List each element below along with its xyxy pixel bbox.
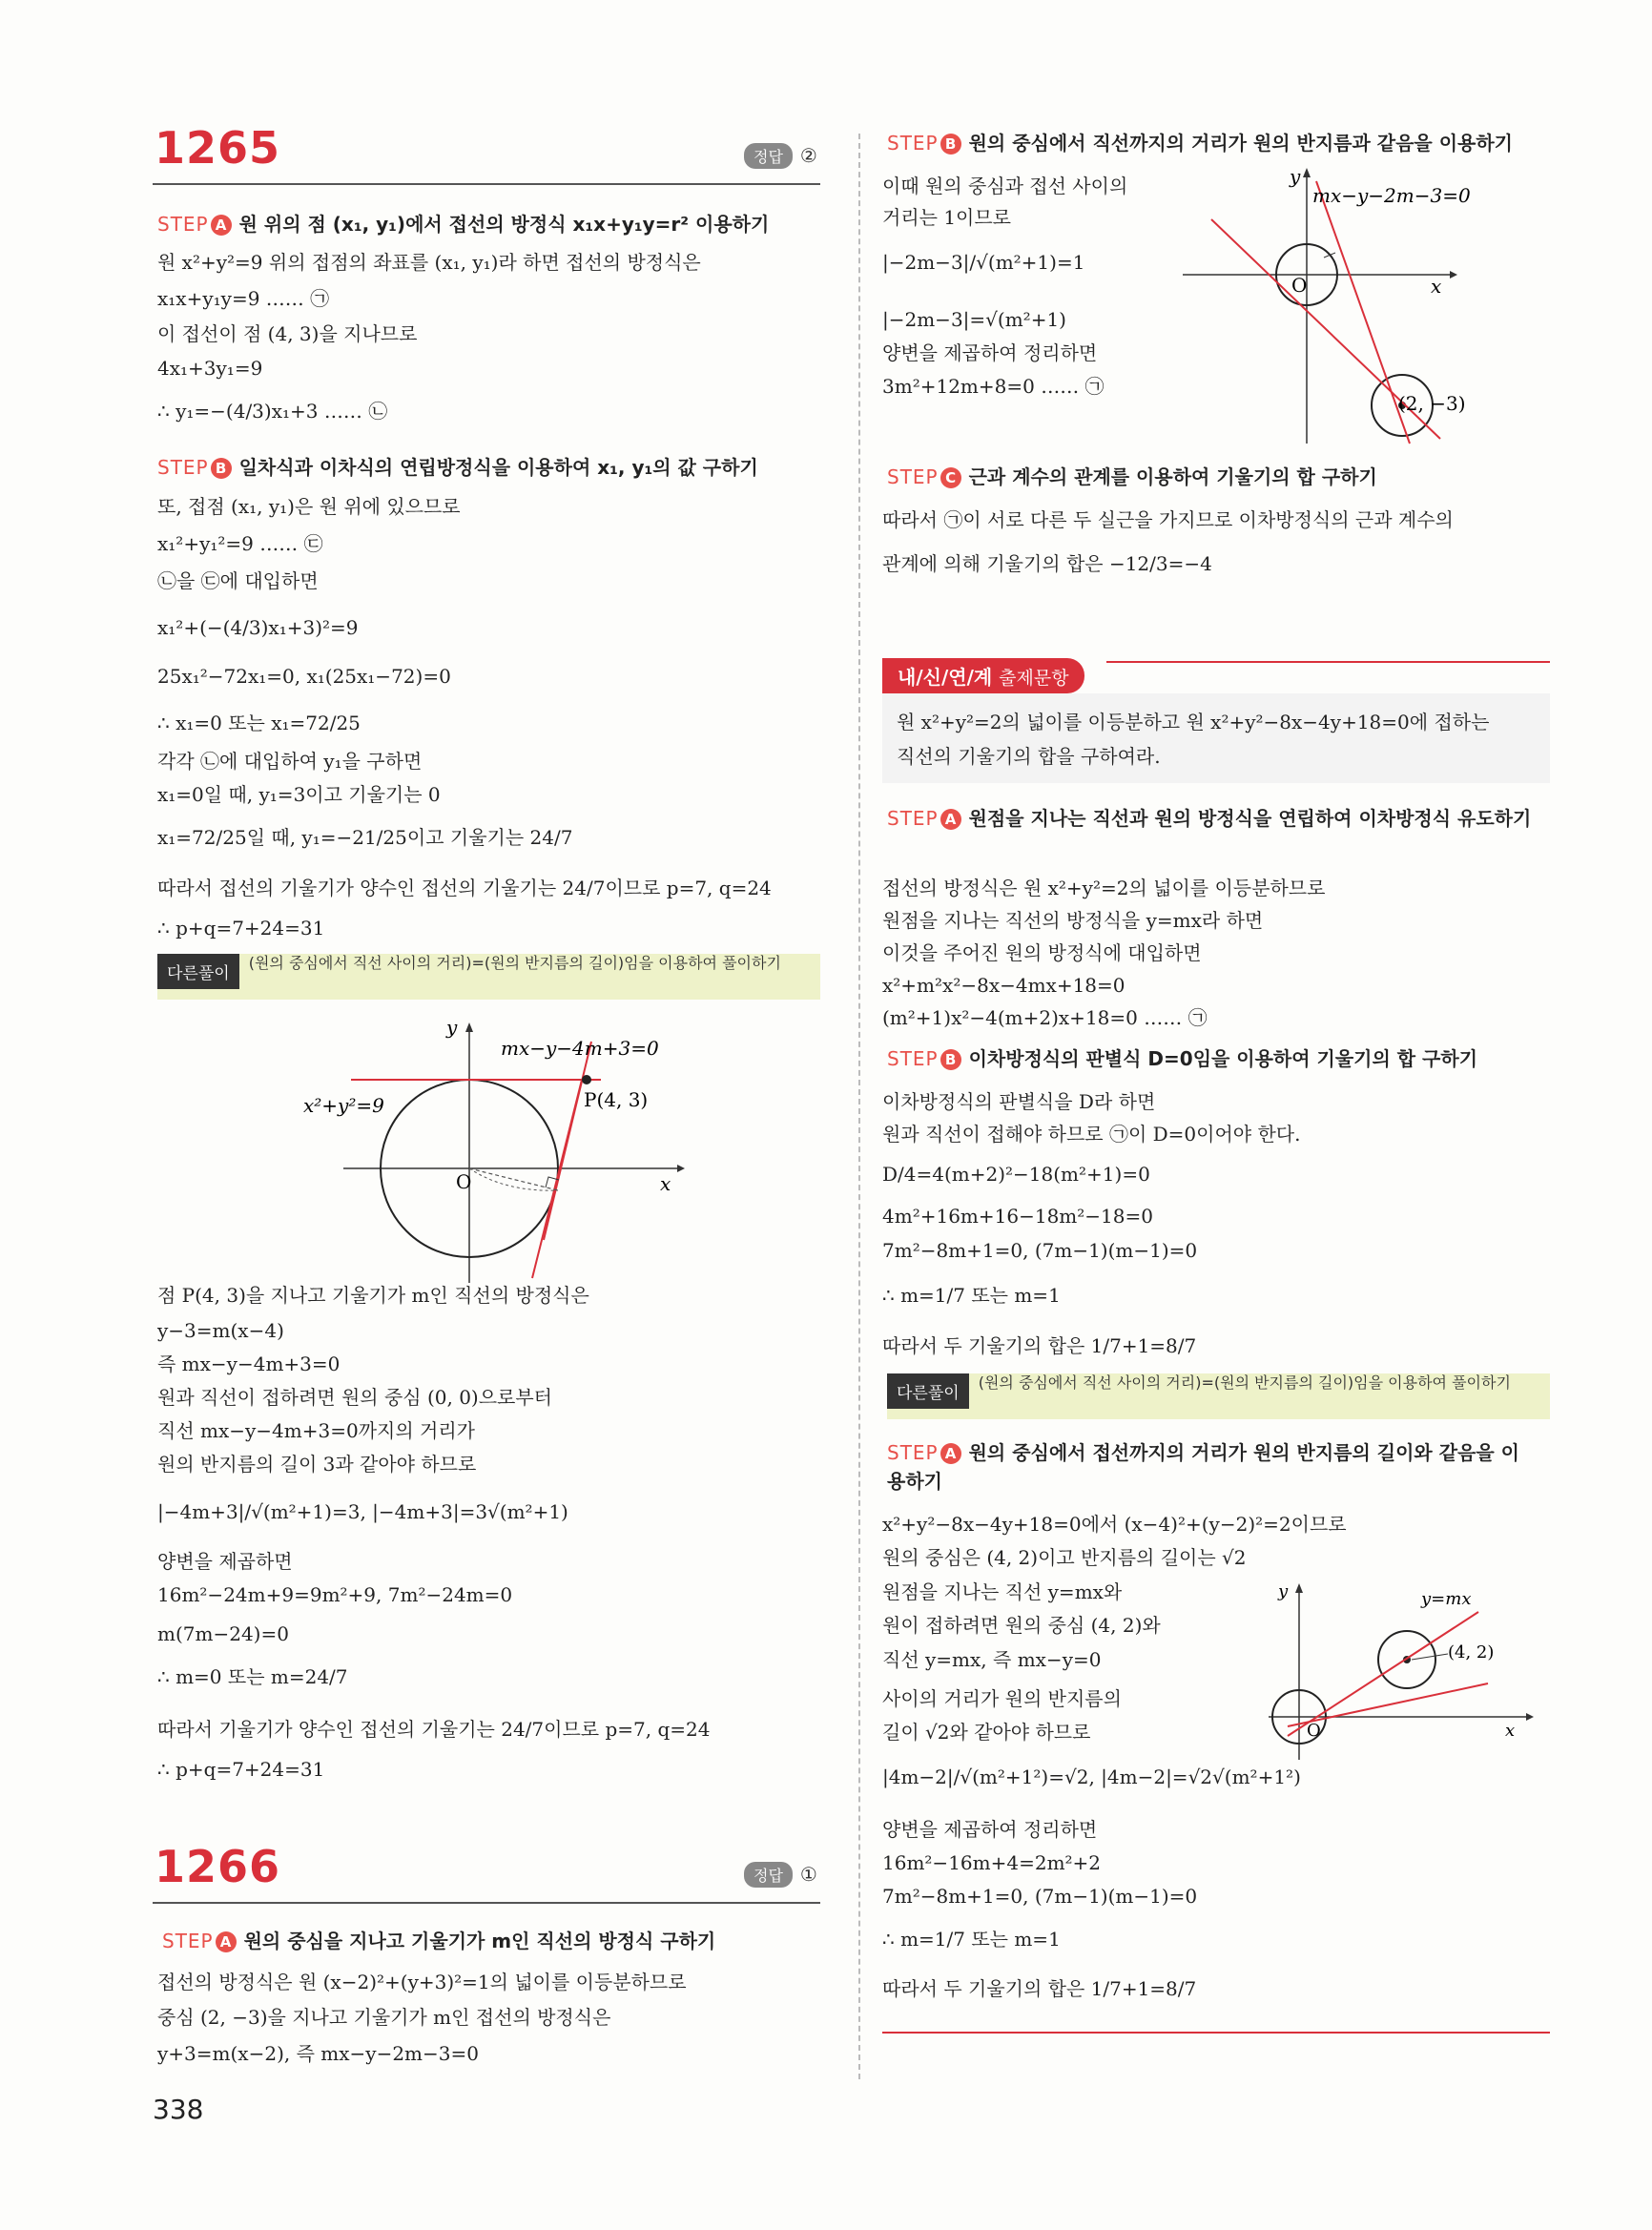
text-line: 거리는 1이므로 xyxy=(882,206,1012,229)
text-line: |−2m−3|/√(m²+1)=1 xyxy=(882,251,1085,274)
x-label: x xyxy=(1431,275,1442,298)
step-b-naesin: STEP B 이차방정식의 판별식 D=0임을 이용하여 기울기의 합 구하기 xyxy=(887,1047,1478,1070)
line-equation-label: mx−y−2m−3=0 xyxy=(1312,184,1471,207)
problem-number-1265: 1265 xyxy=(155,122,281,174)
x-label: x xyxy=(660,1172,671,1195)
figure-circle-tangent-2 xyxy=(1173,162,1536,448)
text-line: 접선의 방정식은 원 x²+y²=2의 넓이를 이등분하므로 xyxy=(882,877,1326,899)
problem-number-1266: 1266 xyxy=(155,1841,281,1892)
answer-value: ① xyxy=(799,1863,817,1886)
answer-tag: 정답 xyxy=(744,1862,793,1888)
x-label: x xyxy=(1505,1721,1516,1741)
text-line: |−2m−3|=√(m²+1) xyxy=(882,308,1066,331)
step-a-naesin: STEP A 원점을 지나는 직선과 원의 방정식을 연립하여 이차방정식 유도하기 xyxy=(887,807,1532,830)
text-line: 사이의 거리가 원의 반지름의 xyxy=(882,1687,1122,1710)
text-line: x₁=0일 때, y₁=3이고 기울기는 0 xyxy=(157,783,441,806)
text-line: x²+y²−8x−4y+18=0에서 (x−4)²+(y−2)²=2이므로 xyxy=(882,1513,1347,1536)
answer-1266 xyxy=(744,1862,817,1888)
text-line: 양변을 제곱하면 xyxy=(157,1550,293,1573)
step-a2-naesin: STEP A 원의 중심에서 접선까지의 거리가 원의 반지름의 길이와 같음을 이용하기 xyxy=(887,1441,1519,1493)
text-line: 16m²−16m+4=2m²+2 xyxy=(882,1851,1102,1874)
figure-circle-tangent-3 xyxy=(1249,1574,1545,1765)
text-line: 원점을 지나는 직선 y=mx와 xyxy=(882,1580,1123,1603)
line-equation-label: mx−y−4m+3=0 xyxy=(501,1037,659,1060)
text-line: ㉡을 ㉢에 대입하면 xyxy=(157,569,319,592)
text-line: 4m²+16m+16−18m²−18=0 xyxy=(882,1205,1153,1228)
text-line: 이것을 주어진 원의 방정식에 대입하면 xyxy=(882,941,1202,964)
y-label: y xyxy=(1278,1581,1289,1601)
text-line: 즉 mx−y−4m+3=0 xyxy=(157,1352,341,1375)
line-equation-label: y=mx xyxy=(1421,1589,1472,1609)
text-line: 4x₁+3y₁=9 xyxy=(157,357,263,380)
text-line: 관계에 의해 기울기의 합은 −12/3=−4 xyxy=(882,552,1212,575)
figure-circle-tangent-1 xyxy=(286,1011,706,1288)
origin-label: O xyxy=(456,1170,472,1193)
problem-rule xyxy=(153,1902,820,1904)
text-line: 원 x²+y²=9 위의 접점의 좌표를 (x₁, y₁)라 하면 접선의 방정식은 xyxy=(157,251,701,274)
text-line: 길이 √2와 같아야 하므로 xyxy=(882,1721,1091,1744)
text-line: x₁²+y₁²=9 …… ㉢ xyxy=(157,532,323,555)
text-line: 양변을 제곱하여 정리하면 xyxy=(882,341,1098,364)
text-line: D/4=4(m+2)²−18(m²+1)=0 xyxy=(882,1163,1150,1186)
text-line: 직선 mx−y−4m+3=0까지의 거리가 xyxy=(157,1419,475,1442)
text-line: 25x₁²−72x₁=0, x₁(25x₁−72)=0 xyxy=(157,665,451,688)
text-line: ∴ m=1/7 또는 m=1 xyxy=(882,1284,1061,1307)
answer-tag: 정답 xyxy=(744,143,793,169)
text-line: 중심 (2, −3)을 지나고 기울기가 m인 접선의 방정식은 xyxy=(157,2006,611,2029)
text-line: 각각 ㉡에 대입하여 y₁을 구하면 xyxy=(157,750,423,773)
text-line: 따라서 기울기가 양수인 접선의 기울기는 24/7이므로 p=7, q=24 xyxy=(157,1718,711,1741)
tangent-line-2 xyxy=(1316,181,1410,444)
origin-label: O xyxy=(1291,274,1308,297)
text-line: m(7m−24)=0 xyxy=(157,1622,289,1645)
text-line: ∴ p+q=7+24=31 xyxy=(157,917,325,939)
text-line: 7m²−8m+1=0, (7m−1)(m−1)=0 xyxy=(882,1885,1198,1908)
step-a-1266: STEP A 원의 중심을 지나고 기울기가 m인 직선의 방정식 구하기 xyxy=(162,1930,716,1952)
point-label: (2, −3) xyxy=(1398,392,1466,415)
text-line: 원의 반지름의 길이 3과 같아야 하므로 xyxy=(157,1453,477,1476)
text-line: y+3=m(x−2), 즉 mx−y−2m−3=0 xyxy=(157,2042,479,2065)
problem-line: 직선의 기울기의 합을 구하여라. xyxy=(897,745,1161,768)
step-c-1266: STEP C 근과 계수의 관계를 이용하여 기울기의 합 구하기 xyxy=(887,465,1377,488)
origin-label: O xyxy=(1307,1721,1321,1741)
text-line: 또, 접점 (x₁, y₁)은 원 위에 있으므로 xyxy=(157,495,461,518)
step-b-1265: STEP B 일차식과 이차식의 연립방정식을 이용하여 x₁, y₁의 값 구하기 xyxy=(157,456,758,479)
text-line: 직선 y=mx, 즉 mx−y=0 xyxy=(882,1648,1102,1671)
text-line: ∴ m=1/7 또는 m=1 xyxy=(882,1928,1061,1951)
text-line: ∴ x₁=0 또는 x₁=72/25 xyxy=(157,712,361,734)
text-line: x₁²+(−(4/3)x₁+3)²=9 xyxy=(157,616,359,639)
text-line: y−3=m(x−4) xyxy=(157,1319,284,1342)
text-line: 따라서 두 기울기의 합은 1/7+1=8/7 xyxy=(882,1977,1197,2000)
text-line: 따라서 두 기울기의 합은 1/7+1=8/7 xyxy=(882,1334,1197,1357)
other-solution-label: 다른풀이 xyxy=(887,1373,969,1409)
other-solution-1265 xyxy=(157,954,783,989)
text-line: |4m−2|/√(m²+1²)=√2, |4m−2|=√2√(m²+1²) xyxy=(882,1765,1301,1788)
other-solution-text: (원의 중심에서 직선 사이의 거리)=(원의 반지름의 길이)임을 이용하여 풀이하기 xyxy=(248,954,781,972)
text-line: 원과 직선이 접해야 하므로 ㉠이 D=0이어야 한다. xyxy=(882,1123,1301,1146)
text-line: ∴ y₁=−(4/3)x₁+3 …… ㉡ xyxy=(157,400,388,423)
text-line: 양변을 제곱하여 정리하면 xyxy=(882,1818,1098,1841)
text-line: 따라서 ㉠이 서로 다른 두 실근을 가지므로 이차방정식의 근과 계수의 xyxy=(882,508,1454,531)
page-number: 338 xyxy=(153,2094,204,2125)
other-solution-naesin xyxy=(887,1373,1513,1409)
other-solution-label: 다른풀이 xyxy=(157,954,239,989)
step-b-1266: STEP B 원의 중심에서 직선까지의 거리가 원의 반지름과 같음을 이용하기 xyxy=(887,132,1513,155)
naesin-problem-box xyxy=(882,693,1550,783)
circle-equation-label: x²+y²=9 xyxy=(303,1094,384,1117)
problem-line: 원 x²+y²=2의 넓이를 이등분하고 원 x²+y²−8x−4y+18=0에 접하는 xyxy=(897,711,1490,733)
text-line: 16m²−24m+9=9m²+9, 7m²−24m=0 xyxy=(157,1583,513,1606)
text-line: x₁x+y₁y=9 …… ㉠ xyxy=(157,287,330,310)
text-line: 원이 접하려면 원의 중심 (4, 2)와 xyxy=(882,1614,1161,1637)
naesin-header xyxy=(882,658,1084,692)
text-line: 3m²+12m+8=0 …… ㉠ xyxy=(882,375,1105,398)
naesin-rule xyxy=(1106,661,1550,663)
text-line: 7m²−8m+1=0, (7m−1)(m−1)=0 xyxy=(882,1239,1198,1262)
point-p xyxy=(582,1075,591,1084)
point-label: P(4, 3) xyxy=(584,1088,649,1111)
other-solution-text: (원의 중심에서 직선 사이의 거리)=(원의 반지름의 길이)임을 이용하여 풀이하기 xyxy=(978,1373,1511,1392)
text-line: 원과 직선이 접하려면 원의 중심 (0, 0)으로부터 xyxy=(157,1386,552,1409)
text-line: (m²+1)x²−4(m+2)x+18=0 …… ㉠ xyxy=(882,1006,1208,1029)
step-a-1265: STEP A 원 위의 점 (x₁, y₁)에서 접선의 방정식 x₁x+y₁y=r² 이용하기 xyxy=(157,213,770,236)
y-label: y xyxy=(446,1016,458,1039)
text-line: 접선의 방정식은 원 (x−2)²+(y+3)²=1의 넓이를 이등분하므로 xyxy=(157,1971,687,1993)
text-line: x₁=72/25일 때, y₁=−21/25이고 기울기는 24/7 xyxy=(157,826,573,849)
text-line: 원의 중심은 (4, 2)이고 반지름의 길이는 √2 xyxy=(882,1546,1247,1569)
text-line: 점 P(4, 3)을 지나고 기울기가 m인 직선의 방정식은 xyxy=(157,1284,589,1307)
answer-value: ② xyxy=(799,144,817,167)
text-line: 이 접선이 점 (4, 3)을 지나므로 xyxy=(157,322,418,345)
text-line: ∴ p+q=7+24=31 xyxy=(157,1758,325,1781)
answer-1265 xyxy=(744,143,817,169)
naesin-subtitle: 출제문항 xyxy=(999,668,1069,689)
naesin-title: 내/신/연/계 xyxy=(898,666,993,689)
column-divider xyxy=(858,134,860,2079)
text-line: 원점을 지나는 직선의 방정식을 y=mx라 하면 xyxy=(882,909,1264,932)
section-end-rule xyxy=(882,2032,1550,2034)
text-line: |−4m+3|/√(m²+1)=3, |−4m+3|=3√(m²+1) xyxy=(157,1500,568,1523)
text-line: 이차방정식의 판별식을 D라 하면 xyxy=(882,1090,1156,1113)
text-line: x²+m²x²−8x−4mx+18=0 xyxy=(882,974,1125,997)
text-line: ∴ m=0 또는 m=24/7 xyxy=(157,1665,348,1688)
text-line: 이때 원의 중심과 접선 사이의 xyxy=(882,175,1128,197)
problem-rule xyxy=(153,183,820,185)
tangent-line xyxy=(544,1042,591,1240)
point-label: (4, 2) xyxy=(1448,1642,1495,1662)
y-label: y xyxy=(1290,165,1301,188)
text-line: 따라서 접선의 기울기가 양수인 접선의 기울기는 24/7이므로 p=7, q=24 xyxy=(157,877,772,899)
